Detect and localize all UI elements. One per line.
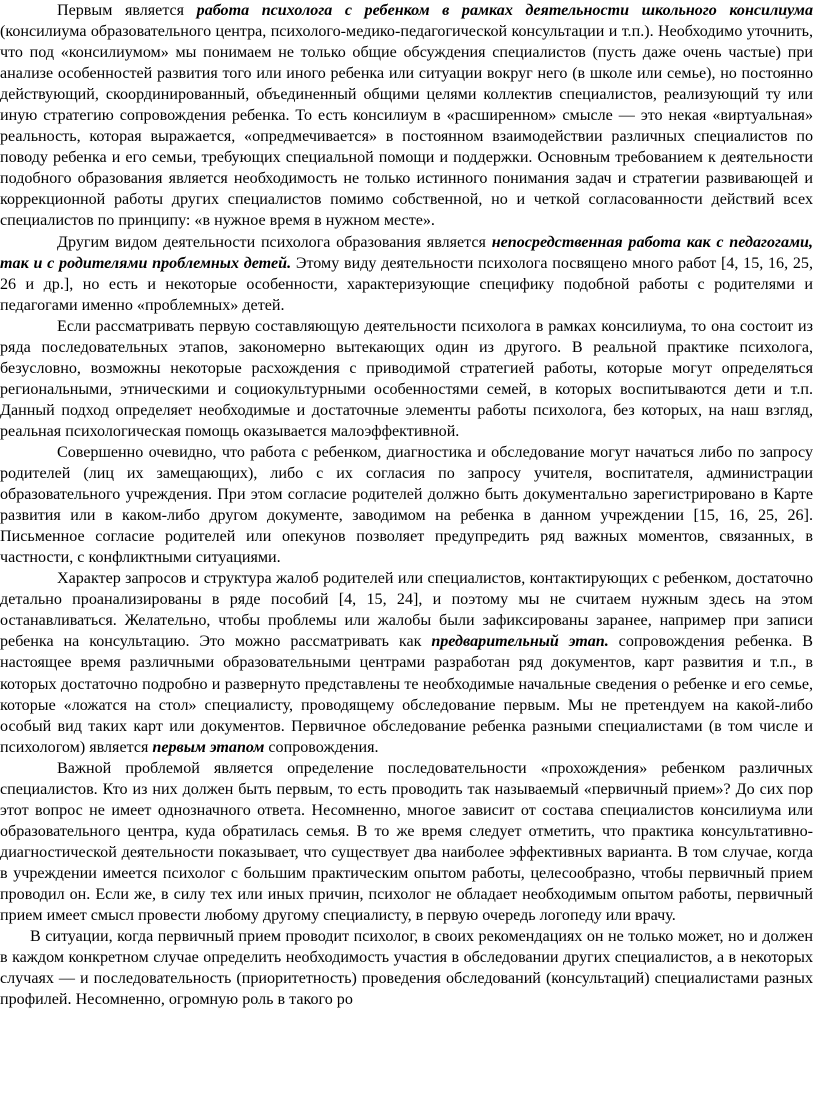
paragraph-2 <box>0 232 813 316</box>
paragraph-6 <box>0 758 813 926</box>
text-run: В ситуации, когда первичный прием проводит психолог, в своих рекомендациях он не только может, но и должен в каждом конкретном случае определить необходимость участия в обследовании других специалистов, а в некоторых случаях — и последовательность (приоритетность) проведения обследований (консультаций) специалистами разных профилей. Несомненно, огромную роль в такого ро <box>0 928 813 1009</box>
text-run: Важной проблемой является определение последовательности «прохождения» ребенком различных специалистов. Кто из них должен быть первым, то есть проводить так называемый «первичный прием»? До сих пор этот вопрос не имеет однозначного ответа. Несомненно, многое зависит от состава специалистов консилиума или образовательного центра, куда обратилась семья. В то же время следует отметить, что практика консультативно-диагностической деятельности показывает, что существует два наиболее эффективных варианта. В том случае, когда в учреждении имеется психолог с большим практическим опытом работы, целесообразно, чтобы первичный прием проводил он. Если же, в силу тех или иных причин, психолог не обладает необходимым опытом работы, первичный прием имеет смысл провести любому другому специалисту, в первую очередь логопеду или врачу. <box>0 759 813 925</box>
text-run: (консилиума образовательного центра, психолого-медико-педагогической консультации и т.п.). Необходимо уточнить, что под «консилиумом» мы понимаем не только общие обсуждения специалистов (пусть даже очень частые) при анализе особенностей развития того или иного ребенка или ситуации вокруг него (в школе или семье), но постоянно действующий, скоординированный, объединенный общими целями коллектив специалистов, реализующий ту или иную стратегию сопровождения ребенка. То есть консилиум в «расширенном» смысле — это некая «виртуальная» реальность, которая выражается, «опредмечивается» в постоянном взаимодействии различных специалистов по поводу ребенка и его семьи, требующих специальной помощи и поддержки. Основным требованием к деятельности подобного образования является необходимость не только истинного понимания задач и стратегии развивающей и коррекционной работы других специалистов помимо собственной, но и четкой согласованности действий всех специалистов по принципу: «в нужное время в нужном месте». <box>0 23 813 230</box>
paragraph-7 <box>0 926 813 1010</box>
text-run: Характер запросов и структура жалоб родителей или специалистов, контактирующих с ребенком, достаточно детально проанализированы в ряде пособий [4, 15, 24], и поэтому мы не считаем нужным здесь на этом останавливаться. Желательно, чтобы проблемы или жалобы были зафиксированы заранее, например при записи ребенка на консультацию. Это можно рассматривать как <box>0 570 813 651</box>
emphasis-run: предварительный этап. <box>431 633 609 651</box>
text-run: Если рассматривать первую составляющую деятельности психолога в рамках консилиума, то она состоит из ряда последовательных этапов, закономерно вытекающих один из другого. В реальной практике психолога, безусловно, возможны некоторые расхождения с приводимой стратегией работы, которые могут определяться региональными, этническими и социокультурными особенностями семей, в которых воспитываются дети и т.п. Данный подход определяет необходимые и достаточные элементы работы психолога, без которых, на наш взгляд, реальная психологическая помощь оказывается малоэффективной. <box>0 317 813 440</box>
text-run: Другим видом деятельности психолога образования является <box>57 233 492 251</box>
text-run: сопровождения. <box>264 738 379 756</box>
emphasis-run: непосредственная работа как с педагогами, так и с родителями проблемных детей. <box>0 233 813 272</box>
paragraph-1 <box>0 0 813 232</box>
text-run: Совершенно очевидно, что работа с ребенком, диагностика и обследование могут начаться либо по запросу родителей (лиц их замещающих), либо с их согласия по запросу учителя, воспитателя, администрации образовательного учреждения. При этом согласие родителей должно быть документально зарегистрировано в Карте развития или в каком-либо другом документе, заводимом на ребенка в данном учреждении [15, 16, 25, 26]. Письменное согласие родителей или опекунов позволяет предупредить ряд важных моментов, связанных, в частности, с конфликтными ситуациями. <box>0 443 813 567</box>
paragraph-5 <box>0 568 813 757</box>
text-run: Этому виду деятельности психолога посвящено много работ [4, 15, 16, 25, 26 и др.], но есть и некоторые особенности, характеризующие специфику подобной работы с родителями и педагогами именно «проблемных» детей. <box>0 254 813 314</box>
text-run: сопровождения ребенка. В настоящее время различными образовательными центрами разработан ряд документов, карт развития и т.п., в которых достаточно подробно и развернуто представлены те необходимые начальные сведения о ребенке и его семье, которые «ложатся на стол» специалисту, проводящему обследование первым. Мы не претендуем на какой-либо особый вид таких карт или документов. Первичное обследование ребенка разными специалистами (в том числе и психологом) является <box>0 633 813 756</box>
text-run: Первым является <box>57 2 197 19</box>
paragraph-4 <box>0 442 813 568</box>
emphasis-run: первым этапом <box>152 738 265 756</box>
emphasis-run: работа психолога с ребенком в рамках деятельности школьного консилиума <box>196 2 813 19</box>
paragraph-3 <box>0 316 813 442</box>
